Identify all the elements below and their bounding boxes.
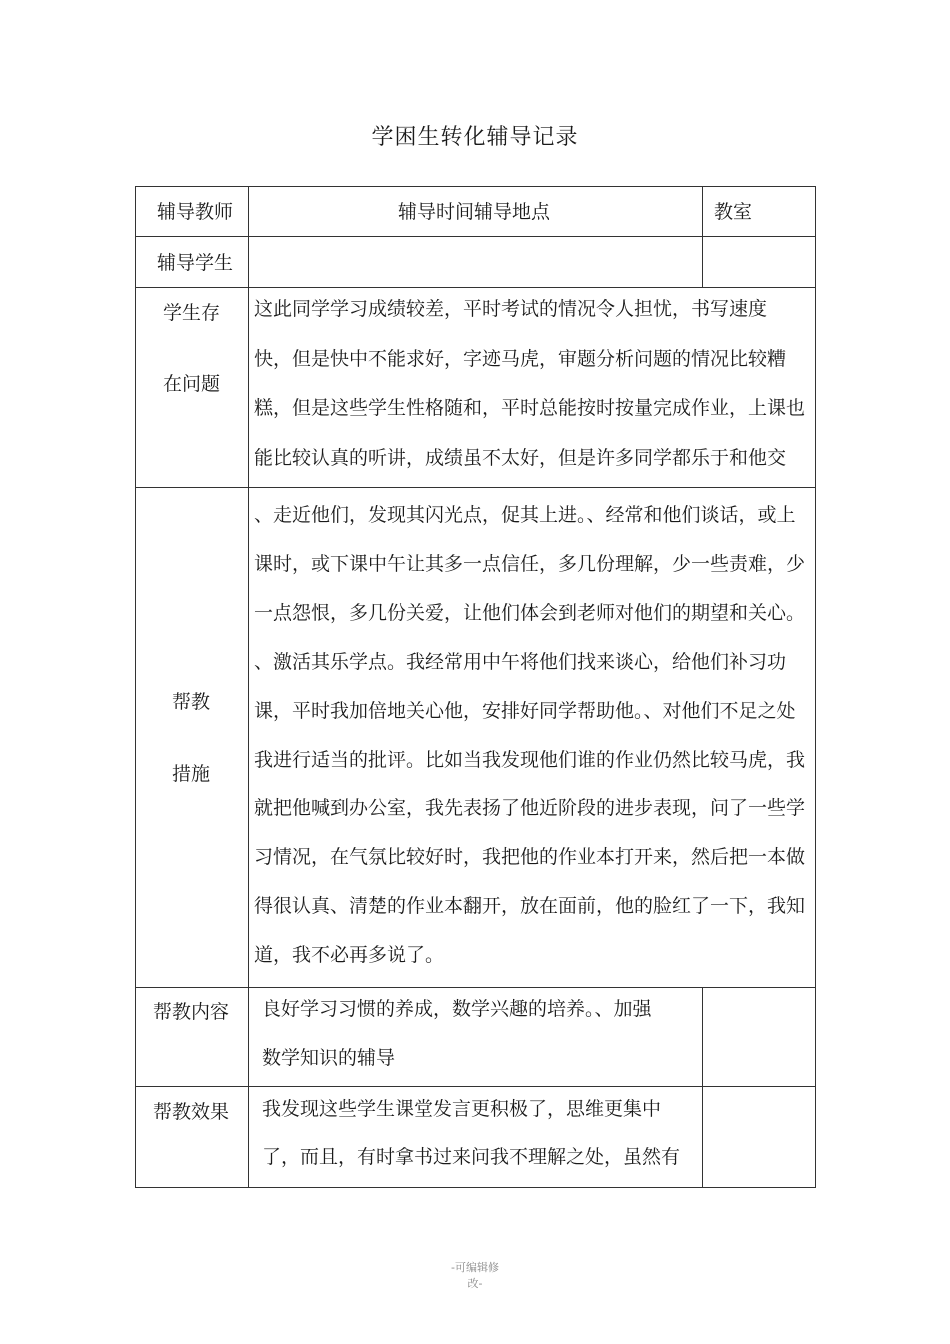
text-line: 糕，但是这些学生性格随和，平时总能按时按量完成作业，上课也 (254, 397, 806, 419)
place-value: 教室 (714, 201, 753, 223)
measures-label-line1: 帮教 (172, 691, 211, 713)
measures-label-line2: 措施 (172, 763, 211, 785)
time-place-label: 辅导时间辅导地点 (398, 201, 551, 223)
text-line: 良好学习习惯的养成，数学兴趣的培养。、加强 (262, 998, 652, 1020)
text-line: 习情况，在气氛比较好时，我把他的作业本打开来，然后把一本做 (254, 846, 806, 869)
text-line: 我进行适当的批评。比如当我发现他们谁的作业仍然比较马虎，我 (254, 748, 806, 771)
content-text (262, 985, 652, 1083)
teacher-label: 辅导教师 (157, 201, 234, 223)
table-row-divider (135, 236, 816, 237)
footer-line: 改- (467, 1276, 483, 1290)
text-line: 、走近他们，发现其闪光点，促其上进。、经常和他们谈话，或上 (254, 504, 796, 526)
text-line: 课，平时我加倍地关心他，安排好同学帮助他。、对他们不足之处 (254, 699, 796, 722)
page-title: 学困生转化辅导记录 (371, 125, 579, 150)
footer-line: -可编辑修 (451, 1261, 499, 1274)
table-border-right (815, 186, 816, 1188)
content-label: 帮教内容 (153, 1001, 230, 1023)
effect-text (262, 1085, 680, 1181)
problems-label-line2: 在问题 (163, 373, 221, 395)
effect-label: 帮教效果 (153, 1101, 230, 1123)
measures-text (254, 491, 805, 980)
text-line: 了，而且，有时拿书过来问我不理解之处，虽然有 (262, 1146, 681, 1168)
text-line: 、激活其乐学点。我经常用中午将他们找来谈心，给他们补习功 (254, 650, 787, 673)
table-border-inner-bottom (702, 987, 703, 1188)
text-line: 课时，或下课中午让其多一点信任，多几份理解，少一些责难，少 (254, 552, 806, 575)
text-line: 道，我不必再多说了。 (254, 944, 445, 967)
text-line: 一点怨恨，多几份关爱，让他们体会到老师对他们的期望和关心。 (254, 601, 806, 624)
text-line: 数学知识的辅导 (262, 1047, 396, 1069)
text-line: 我发现这些学生课堂发言更积极了，思维更集中 (262, 1098, 662, 1120)
table-border-left (135, 186, 136, 1188)
table-border-top (135, 186, 816, 187)
table-border-label-divider (248, 186, 249, 1188)
text-line: 得很认真、清楚的作业本翻开，放在面前，他的脸红了一下，我知 (254, 895, 806, 918)
page-footer (0, 1260, 950, 1292)
problems-text (254, 285, 805, 483)
text-line: 快，但是快中不能求好，字迹马虎，审题分析问题的情况比较糟 (254, 347, 787, 370)
student-label: 辅导学生 (157, 252, 234, 274)
table-border-bottom (135, 1187, 816, 1188)
table-border-inner-top (702, 186, 703, 288)
text-line: 就把他喊到办公室，我先表扬了他近阶段的进步表现，问了一些学 (254, 797, 806, 820)
text-line: 能比较认真的听讲，成绩虽不太好，但是许多同学都乐于和他交 (254, 446, 787, 469)
table-row-divider (135, 487, 816, 488)
problems-label-line1: 学生存 (163, 302, 221, 324)
text-line: 这此同学学习成绩较差，平时考试的情况令人担忧，书写速度 (254, 298, 768, 320)
